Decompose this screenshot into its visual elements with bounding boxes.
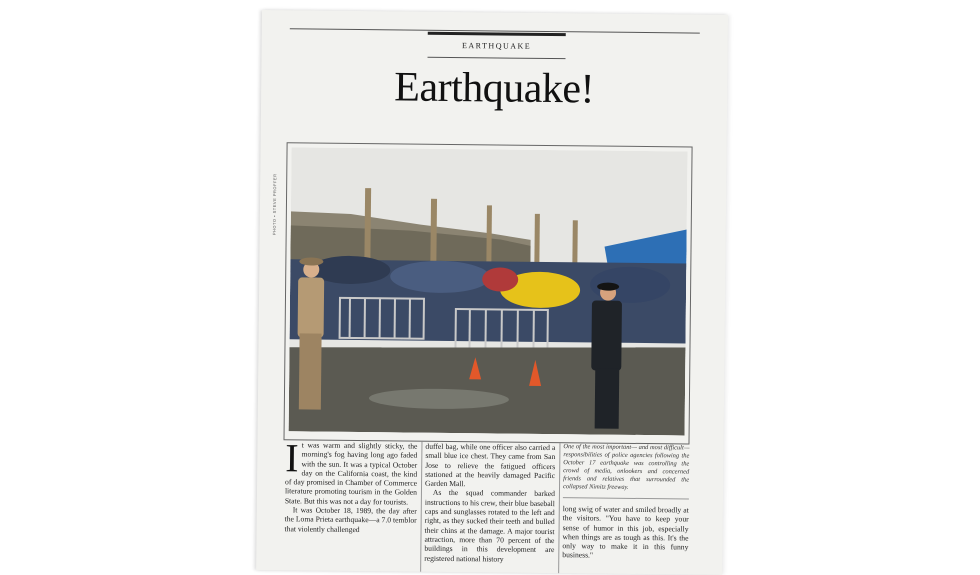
crowd-scene-image <box>289 147 688 435</box>
column-2 <box>424 442 555 564</box>
paragraph: t was warm and slightly sticky, the morning's fog having long ago faded with the sun. It was a typical October day on the California coast, the kind of day promised in Chamber of Commerce literature promoting tourism in the Golden State. But this was not a day for tourists. <box>285 440 418 506</box>
column-1 <box>285 440 418 534</box>
drop-cap: I <box>285 441 299 475</box>
paragraph: As the squad commander barked instructions to his crew, their blue baseball caps and sunglasses rotated to the left and right, as they sucked their teeth and bulled their chins at the damage. A major tourist attraction, more than 70 percent of the buildings in this development are registered national history <box>424 488 555 564</box>
photo-caption: One of the most important— and most difficult—responsibilities of police agencies following the October 17 earthquake was controlling the crowd of media, onlookers and concerned friends and relatives that surrounded the collapsed Nimitz freeway. <box>563 443 689 492</box>
paragraph: duffel bag, while one officer also carried a small blue ice chest. They came from San Jose to relieve the fatigued officers stationed at the heavily damaged Pacific Garden Mall. <box>425 442 555 490</box>
paragraph: It was October 18, 1989, the day after the Loma Prieta earthquake—a 7.0 temblor that violently challenged <box>285 505 417 534</box>
photo-frame <box>283 142 692 444</box>
magazine-page <box>256 10 728 575</box>
section-label: EARTHQUAKE <box>428 32 566 59</box>
column-3 <box>562 443 689 561</box>
photo-credit: PHOTO • STEVE PROFFER <box>272 173 278 235</box>
earthquake-photo <box>289 147 688 435</box>
headline: Earthquake! <box>261 62 727 115</box>
column-rule <box>558 443 560 575</box>
article-columns <box>284 440 695 575</box>
caption-rule <box>563 497 689 499</box>
column-rule <box>420 442 422 575</box>
paragraph: long swig of water and smiled broadly at the visitors. "You have to keep your sense of humor in this job, especially when things are as tough as this. It's the only way to make it in this funny business." <box>562 504 689 561</box>
